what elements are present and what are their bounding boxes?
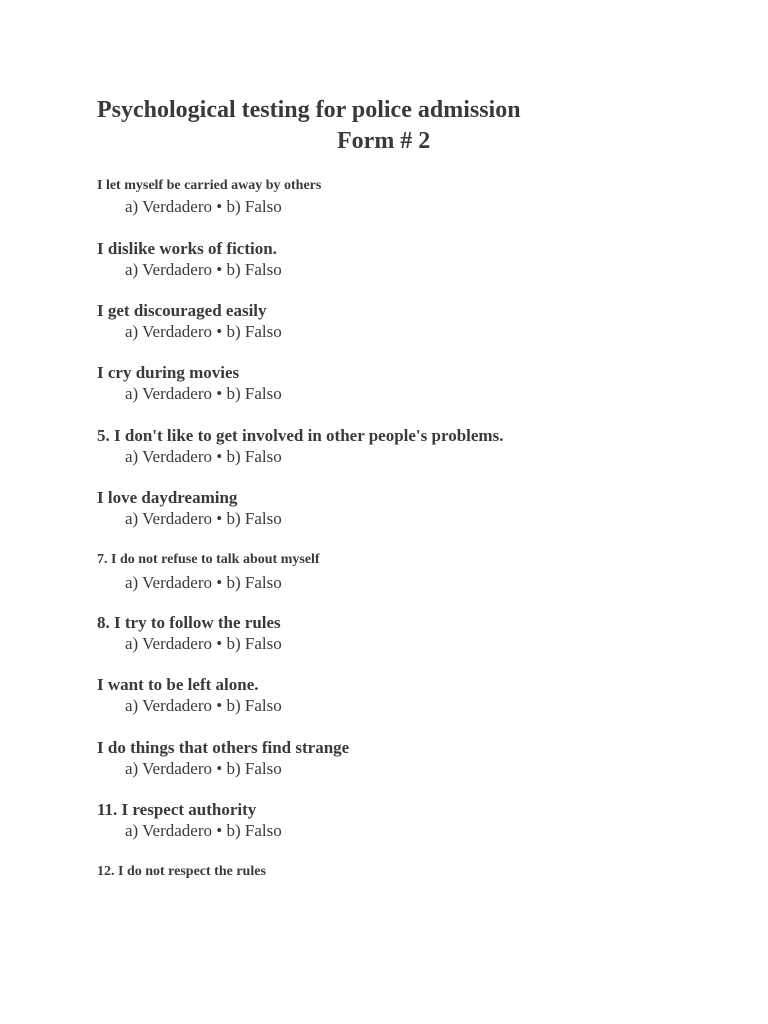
question-item [97, 675, 697, 717]
answer-options: a) Verdadero • b) Falso [125, 384, 282, 403]
answer-options: a) Verdadero • b) Falso [125, 260, 282, 279]
question-item [97, 301, 697, 343]
question-text: I cry during movies [97, 363, 240, 382]
question-item [97, 613, 697, 655]
answer-options: a) Verdadero • b) Falso [125, 447, 282, 466]
answer-options: a) Verdadero • b) Falso [125, 821, 282, 840]
answer-options: a) Verdadero • b) Falso [125, 197, 282, 216]
question-text: I get discouraged easily [97, 301, 267, 320]
question-item [97, 239, 697, 281]
question-text: I want to be left alone. [97, 675, 259, 694]
question-text: 7. I do not refuse to talk about myself [97, 552, 320, 567]
question-text: 11. I respect authority [97, 800, 257, 819]
question-text: 12. I do not respect the rules [97, 864, 266, 879]
answer-options: a) Verdadero • b) Falso [125, 573, 282, 592]
question-text: 5. I don't like to get involved in other people's problems. [97, 426, 504, 445]
answer-options: a) Verdadero • b) Falso [125, 634, 282, 653]
document-title: Psychological testing for police admission [97, 97, 521, 123]
answer-options: a) Verdadero • b) Falso [125, 759, 282, 778]
question-item [97, 176, 697, 218]
answer-options: a) Verdadero • b) Falso [125, 509, 282, 528]
answer-options: a) Verdadero • b) Falso [125, 322, 282, 341]
question-item [97, 800, 697, 842]
question-text: I do things that others find strange [97, 738, 350, 757]
form-number: Form # 2 [337, 128, 431, 154]
question-text: 8. I try to follow the rules [97, 613, 281, 632]
question-item [97, 363, 697, 405]
question-item [97, 862, 697, 882]
question-item [97, 426, 697, 468]
question-text: I let myself be carried away by others [97, 178, 322, 193]
answer-options: a) Verdadero • b) Falso [125, 696, 282, 715]
question-item [97, 738, 697, 780]
question-item [97, 550, 697, 594]
question-item [97, 488, 697, 530]
question-text: I dislike works of fiction. [97, 239, 277, 258]
question-text: I love daydreaming [97, 488, 238, 507]
